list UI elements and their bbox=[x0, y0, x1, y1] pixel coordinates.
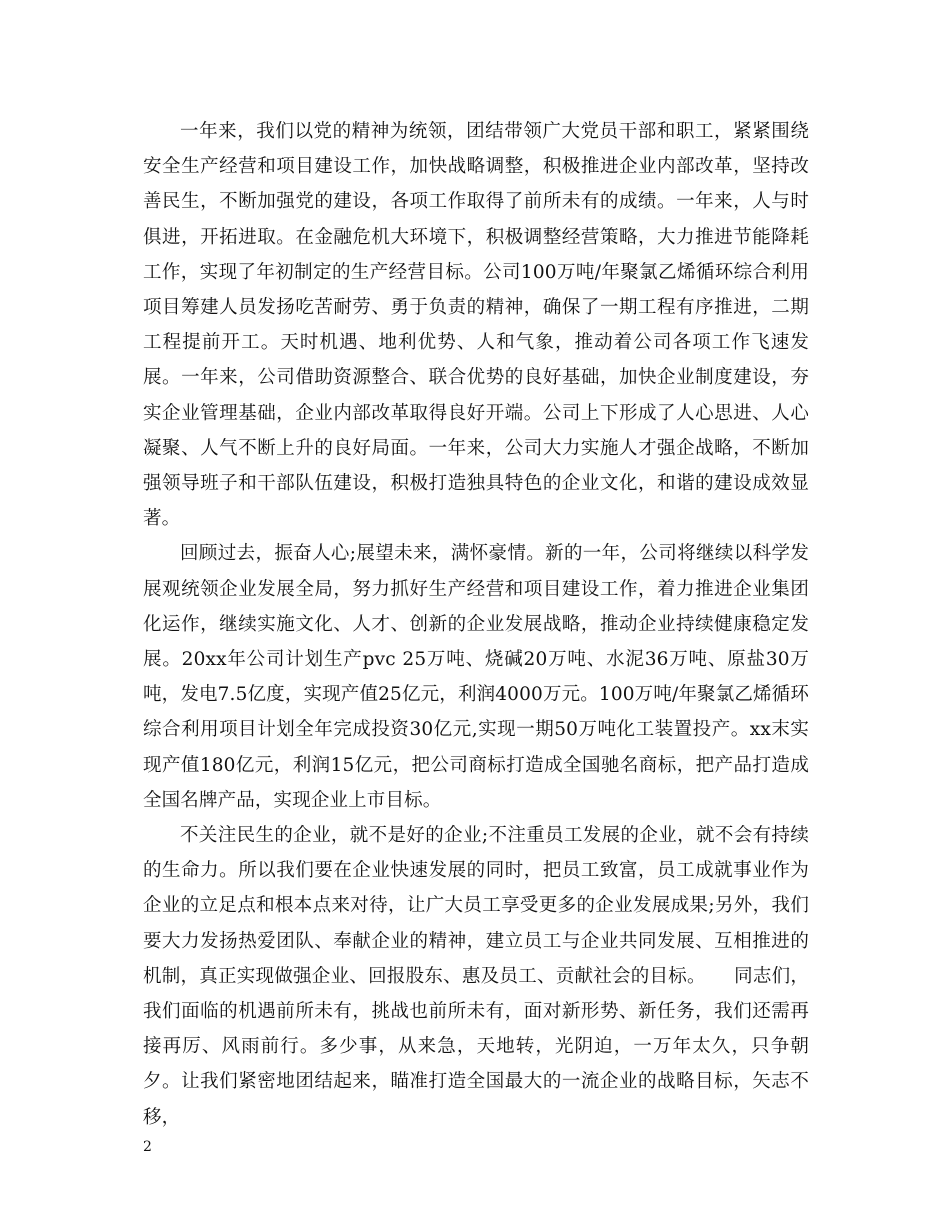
paragraph-2: 回顾过去，振奋人心;展望未来，满怀豪情。新的一年，公司将继续以科学发展观统领企业发展全局，努力抓好生产经营和项目建设工作，着力推进企业集团化运作，继续实施文化、人才、创新的企业发展战略，推动企业持续健康稳定发展。20xx年公司计划生产pvc 25万吨、烧碱20万吨、水泥36万吨、原盐30万吨，发电7.5亿度，实现产值25亿元，利润4000万元。100万吨/年聚氯乙烯循环综合利用项目计划全年完成投资30亿元,实现一期50万吨化工装置投产。xx末实现产值180亿元，利润15亿元，把公司商标打造成全国驰名商标，把产品打造成全国名牌产品，实现企业上市目标。 bbox=[143, 543, 809, 811]
paragraph-1: 一年来，我们以党的精神为统领，团结带领广大党员干部和职工，紧紧围绕安全生产经营和项目建设工作，加快战略调整，积极推进企业内部改革，坚持改善民生，不断加强党的建设，各项工作取得了前所未有的成绩。一年来，人与时俱进，开拓进取。在金融危机大环境下，积极调整经营策略，大力推进节能降耗工作，实现了年初制定的生产经营目标。公司100万吨/年聚氯乙烯循环综合利用项目筹建人员发扬吃苦耐劳、勇于负责的精神，确保了一期工程有序推进，二期工程提前开工。天时机遇、地利优势、人和气象，推动着公司各项工作飞速发展。一年来，公司借助资源整合、联合优势的良好基础，加快企业制度建设，夯实企业管理基础，企业内部改革取得良好开端。公司上下形成了人心思进、人心凝聚、人气不断上升的良好局面。一年来，公司大力实施人才强企战略，不断加强领导班子和干部队伍建设，积极打造独具特色的企业文化，和谐的建设成效显著。 bbox=[143, 121, 809, 530]
page-number: 2 bbox=[143, 1139, 152, 1155]
paragraph-3: 不关注民生的企业，就不是好的企业;不注重员工发展的企业，就不会有持续的生命力。所以我们要在企业快速发展的同时，把员工致富，员工成就事业作为企业的立足点和根本点来对待，让广大员工享受更多的企业发展成果;另外，我们要大力发扬热爱团队、奉献企业的精神，建立员工与企业共同发展、互相推进的机制，真正实现做强企业、回报股东、惠及员工、贡献社会的目标。 同志们，我们面临的机遇前所未有，挑战也前所未有，面对新形势、新任务，我们还需再接再厉、风雨前行。多少事，从来急，天地转，光阴迫，一万年太久，只争朝夕。让我们紧密地团结起来，瞄准打造全国最大的一流企业的战略目标，矢志不移， bbox=[143, 825, 809, 1128]
document-body bbox=[143, 114, 809, 1135]
